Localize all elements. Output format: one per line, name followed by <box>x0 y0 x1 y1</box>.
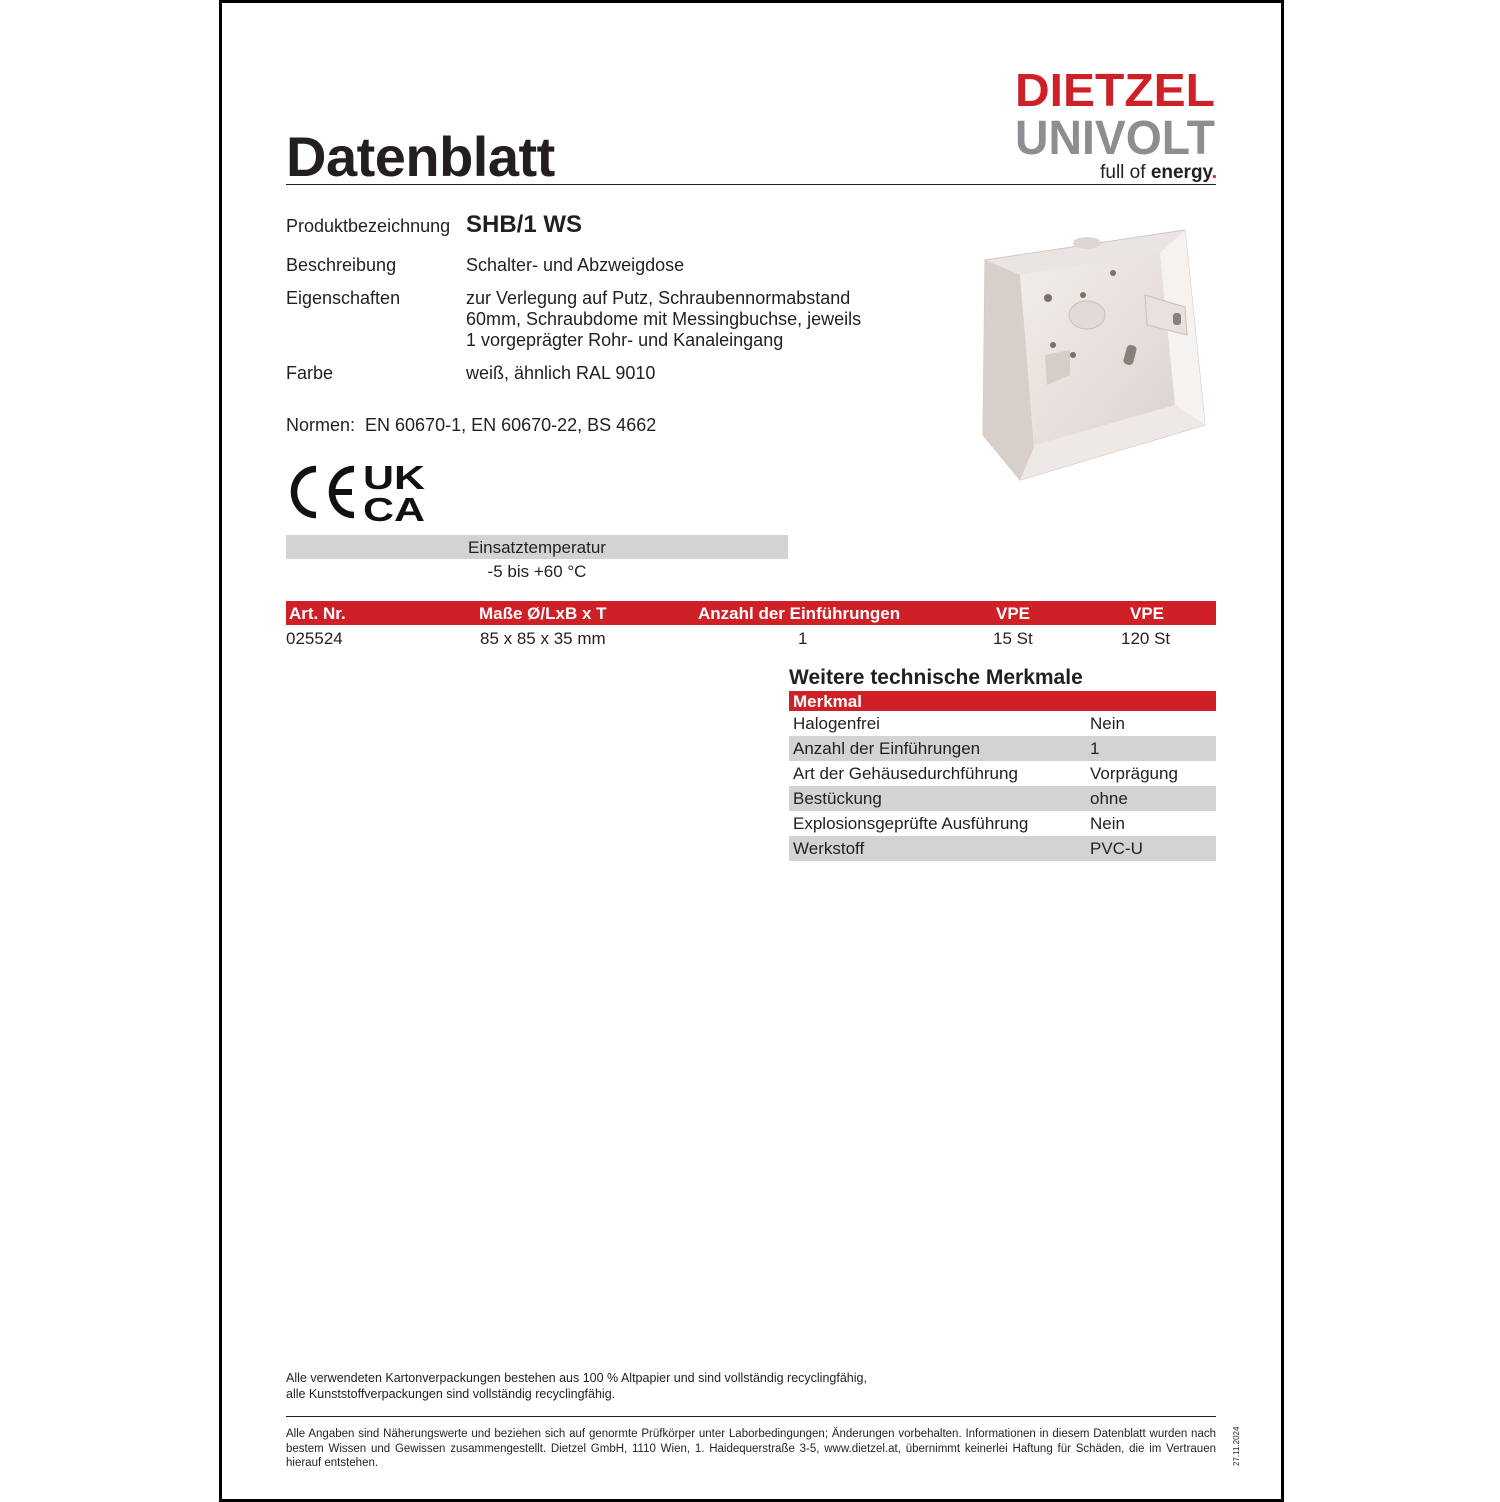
product-name-label: Produktbezeichnung <box>286 216 451 236</box>
product-image-junction-box <box>975 225 1215 490</box>
tech-table <box>789 691 1216 861</box>
cell-dimensions: 85 x 85 x 35 mm <box>480 629 606 648</box>
col-dimensions: Maße Ø/LxB x T <box>479 604 607 623</box>
cell-vpe-2: 120 St <box>1121 629 1171 648</box>
tech-table-header: Merkmal <box>789 691 1216 711</box>
description-label: Beschreibung <box>286 255 397 275</box>
ukca-top: UK <box>363 462 426 496</box>
cell-vpe-1: 15 St <box>993 629 1033 648</box>
ce-mark-icon <box>294 469 354 515</box>
ce-ukca-mark <box>286 462 431 522</box>
svg-text:DIETZEL: DIETZEL <box>1015 64 1215 116</box>
table-row <box>286 627 1216 651</box>
ukca-bottom: CA <box>363 491 425 522</box>
col-vpe-2: VPE <box>1130 604 1165 623</box>
svg-text:full of energy.: full of energy. <box>1100 162 1217 183</box>
temperature-header: Einsatztemperatur <box>286 535 788 559</box>
cell-art-nr: 025524 <box>286 629 343 648</box>
product-name-value: SHB/1 WS <box>466 211 583 238</box>
recycling-note: Alle verwendeten Kartonverpackungen bestehen aus 100 % Altpapier und sind vollständig recyclingfähig, alle Kunststoffverpackungen sind vollständig recyclingfähig. <box>286 1371 867 1401</box>
table-row: Anzahl der Einführungen 1 <box>789 736 1216 761</box>
description-value: Schalter- und Abzweigdose <box>466 255 685 275</box>
table-row: Art der Gehäusedurchführung Vorprägung <box>793 764 1178 783</box>
col-entries: Anzahl der Einführungen <box>698 604 901 623</box>
article-table-header <box>286 601 1216 625</box>
properties-label: Eigenschaften <box>286 288 401 308</box>
table-row: Halogenfrei Nein <box>793 714 1125 733</box>
page-title: Datenblatt <box>286 125 555 188</box>
properties-value: zur Verlegung auf Putz, Schraubennormabstand 60mm, Schraubdome mit Messingbuchse, jeweils 1 vorgeprägter Rohr- und Kanaleingang <box>466 288 862 350</box>
col-vpe-1: VPE <box>996 604 1031 623</box>
col-art-nr: Art. Nr. <box>289 604 346 623</box>
tech-section-title: Weitere technische Merkmale <box>789 666 1083 689</box>
dietzel-univolt-logo <box>1010 64 1220 184</box>
color-label: Farbe <box>286 363 334 383</box>
table-row: Bestückung ohne <box>789 786 1216 811</box>
color-value: weiß, ähnlich RAL 9010 <box>466 363 656 383</box>
footer-divider <box>286 1416 1216 1417</box>
svg-text:UNIVOLT: UNIVOLT <box>1015 112 1215 165</box>
table-row: Werkstoff PVC-U <box>789 836 1216 861</box>
cell-entries: 1 <box>798 629 808 648</box>
footer-disclaimer: Alle Angaben sind Näherungswerte und beziehen sich auf genormte Prüfkörper unter Laborbedingungen; Änderungen vorbehalten. Informationen in diesem Datenblatt wurden nach bestem Wissen und Gewissen zusammengestellt. Dietzel GmbH, 1110 Wien, 1. Haidequerstraße 3-5, www.dietzel.at, übernimmt keinerlei Haftung für Schäden, die im Vertrauen hierauf entstehen. <box>286 1428 1216 1469</box>
issue-date: 27.11.2024 <box>1232 1426 1241 1466</box>
table-row: Explosionsgeprüfte Ausführung Nein <box>793 814 1125 833</box>
title-divider <box>286 184 1216 185</box>
temperature-value: -5 bis +60 °C <box>487 562 587 581</box>
norms-line: Normen: EN 60670-1, EN 60670-22, BS 4662 <box>286 415 657 435</box>
